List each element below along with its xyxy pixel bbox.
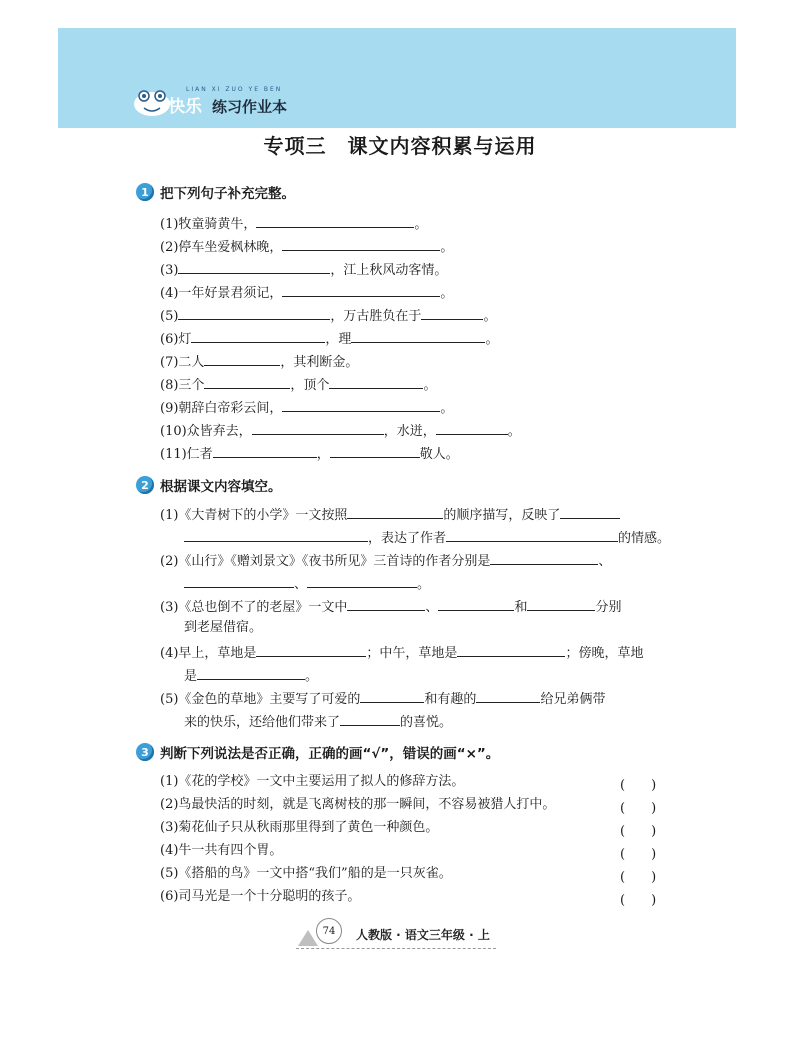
answer-blank[interactable] xyxy=(252,421,384,435)
answer-blank[interactable] xyxy=(421,306,483,320)
section-1-heading xyxy=(136,182,295,202)
answer-blank[interactable] xyxy=(330,444,420,458)
answer-blank[interactable] xyxy=(446,528,618,542)
s1-item-8: (8)三个 ，顶个 。 xyxy=(160,375,436,394)
answer-blank[interactable] xyxy=(476,689,540,703)
page-number: 74 xyxy=(316,918,342,944)
section-number-badge: 1 xyxy=(136,183,154,201)
s3-item-1: (1)《花的学校》一文中主要运用了拟人的修辞方法。 xyxy=(160,774,465,789)
s2-q2-line2: 、 。 xyxy=(184,574,430,593)
answer-blank[interactable] xyxy=(178,306,330,320)
s1-item-3: (3) ，江上秋风动客情。 xyxy=(160,260,447,279)
answer-blank[interactable] xyxy=(178,260,330,274)
s3-item-2: (2)鸟最快活的时刻，就是飞离树枝的那一瞬间，不容易被猎人打中。 xyxy=(160,797,556,812)
answer-blank[interactable] xyxy=(256,643,366,657)
answer-blank[interactable] xyxy=(204,375,290,389)
answer-blank[interactable] xyxy=(351,329,485,343)
page-title: 专项三 课文内容积累与运用 xyxy=(263,134,537,158)
s2-q4-line1: (4)早上，草地是 ；中午，草地是 ；傍晚，草地 xyxy=(160,643,643,662)
answer-parentheses[interactable]: ( ) xyxy=(620,870,657,885)
answer-blank[interactable] xyxy=(340,712,400,726)
section-title: 判断下列说法是否正确，正确的画“√”，错误的画“×”。 xyxy=(160,746,500,762)
edition-label: 人教版 · 语文三年级 · 上 xyxy=(356,928,490,942)
s3-item-6: (6)司马光是一个十分聪明的孩子。 xyxy=(160,889,361,904)
answer-blank[interactable] xyxy=(560,505,620,519)
section-2-heading xyxy=(136,475,282,495)
answer-parentheses[interactable]: ( ) xyxy=(620,801,657,816)
logo-main: 快乐 xyxy=(168,97,202,117)
answer-blank[interactable] xyxy=(490,551,598,565)
answer-blank[interactable] xyxy=(347,597,425,611)
answer-blank[interactable] xyxy=(184,528,368,542)
answer-blank[interactable] xyxy=(329,375,423,389)
section-3-heading xyxy=(136,742,499,762)
s2-q5-line1: (5)《金色的草地》主要写了可爱的 和有趣的 给兄弟俩带 xyxy=(160,689,605,708)
s2-q4-line2: 是 。 xyxy=(184,666,318,685)
answer-parentheses[interactable]: ( ) xyxy=(620,778,657,793)
s3-item-3: (3)菊花仙子只从秋雨那里得到了黄色一种颜色。 xyxy=(160,820,439,835)
s1-item-7: (7)二人 ，其利断金。 xyxy=(160,352,358,371)
section-number-badge: 2 xyxy=(136,476,154,494)
s2-q3-line1: (3)《总也倒不了的老屋》一文中 、 和 分别 xyxy=(160,597,621,616)
answer-blank[interactable] xyxy=(436,421,508,435)
answer-blank[interactable] xyxy=(527,597,595,611)
answer-blank[interactable] xyxy=(282,283,440,297)
answer-blank[interactable] xyxy=(360,689,424,703)
logo-pinyin: LIAN XI ZUO YE BEN xyxy=(186,86,283,93)
s2-q1-line2: ，表达了作者 的情感。 xyxy=(184,528,670,547)
footer-divider xyxy=(296,948,496,949)
s1-item-10: (10)众皆弃去， ，水迸， 。 xyxy=(160,421,521,440)
s2-q1-line1: (1)《大青树下的小学》一文按照 的顺序描写，反映了 xyxy=(160,505,620,524)
answer-parentheses[interactable]: ( ) xyxy=(620,893,657,908)
answer-blank[interactable] xyxy=(197,666,305,680)
s3-item-5: (5)《搭船的鸟》一文中搭“我们”船的是一只灰雀。 xyxy=(160,866,452,881)
s1-item-5: (5) ，万古胜负在于 。 xyxy=(160,306,496,325)
answer-blank[interactable] xyxy=(204,352,280,366)
s2-q5-line2: 来的快乐，还给他们带来了 的喜悦。 xyxy=(184,712,452,731)
section-number-badge: 3 xyxy=(136,743,154,761)
s2-q3-line2: 到老屋借宿。 xyxy=(184,620,263,635)
section-title: 把下列句子补充完整。 xyxy=(160,186,295,202)
answer-blank[interactable] xyxy=(438,597,514,611)
answer-blank[interactable] xyxy=(282,237,440,251)
s1-item-9: (9)朝辞白帝彩云间， 。 xyxy=(160,398,453,417)
logo-text: 练习作业本 xyxy=(212,98,288,116)
s3-item-4: (4)牛一共有四个胃。 xyxy=(160,843,283,858)
answer-blank[interactable] xyxy=(184,574,294,588)
s1-item-11: (11)仁者 ， 敬人。 xyxy=(160,444,459,463)
section-title: 根据课文内容填空。 xyxy=(160,479,282,495)
answer-parentheses[interactable]: ( ) xyxy=(620,824,657,839)
answer-blank[interactable] xyxy=(307,574,417,588)
s1-item-6: (6)灯 ，理 。 xyxy=(160,329,498,348)
answer-parentheses[interactable]: ( ) xyxy=(620,847,657,862)
answer-blank[interactable] xyxy=(457,643,565,657)
s1-item-1: (1)牧童骑黄牛， 。 xyxy=(160,214,427,233)
s1-item-2: (2)停车坐爱枫林晚， 。 xyxy=(160,237,453,256)
answer-blank[interactable] xyxy=(347,505,443,519)
answer-blank[interactable] xyxy=(191,329,325,343)
answer-blank[interactable] xyxy=(256,214,414,228)
s2-q2-line1: (2)《山行》《赠刘景文》《夜书所见》三首诗的作者分别是 、 xyxy=(160,551,611,570)
answer-blank[interactable] xyxy=(282,398,440,412)
answer-blank[interactable] xyxy=(213,444,317,458)
s1-item-4: (4)一年好景君须记， 。 xyxy=(160,283,453,302)
